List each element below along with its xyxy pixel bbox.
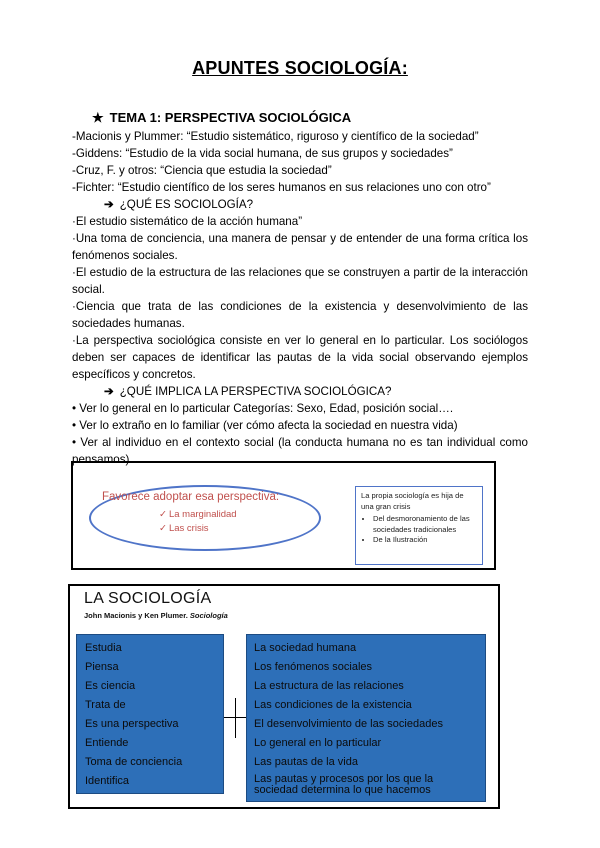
object-item: La sociedad humana <box>254 642 357 654</box>
star-icon: ★ <box>92 110 104 125</box>
object-item: Las condiciones de la existencia <box>254 699 412 711</box>
figure-book: Sociología <box>189 611 228 620</box>
crisis-note <box>355 486 483 565</box>
object-item: El desenvolvimiento de las sociedades <box>254 718 443 730</box>
section-heading-label: ¿QUÉ IMPLICA LA PERSPECTIVA SOCIOLÓGICA? <box>119 385 392 398</box>
ellipse-item <box>159 523 209 534</box>
perspectiva-figure <box>71 461 496 570</box>
verbs-box <box>76 634 224 794</box>
implica-item: • Ver lo extraño en lo familiar (ver cómo afecta la sociedad en nuestra vida) <box>72 419 458 432</box>
sociologia-figure <box>68 584 500 809</box>
object-item: Lo general en lo particular <box>254 737 382 749</box>
definicion-item: ·El estudio de la estructura de las relaciones que se construyen a partir de la interacción social. <box>72 266 528 296</box>
implica-item: • Ver lo general en lo particular Categorías: Sexo, Edad, posición social…. <box>72 402 454 415</box>
citas-list <box>72 128 528 196</box>
figure-title: LA SOCIOLOGÍA <box>84 590 212 607</box>
ellipse-title: Favorece adoptar esa perspectiva: <box>102 491 280 503</box>
cita-item: -Fichter: “Estudio científico de los seres humanos en sus relaciones uno con otro” <box>72 181 491 194</box>
definicion-item: ·Una toma de conciencia, una manera de pensar y de entender de una forma crítica los fenómenos sociales. <box>72 232 528 262</box>
verb-item: Piensa <box>85 661 119 673</box>
definicion-item: ·El estudio sistemático de la acción humana” <box>72 215 303 228</box>
tema-label: TEMA 1: PERSPECTIVA SOCIOLÓGICA <box>109 110 352 125</box>
connector-line <box>235 698 236 738</box>
figure-subtitle <box>84 611 228 620</box>
check-icon: ✓ <box>159 509 167 520</box>
check-icon: ✓ <box>159 523 167 534</box>
ellipse-item-label: La marginalidad <box>168 509 237 520</box>
definicion-item: ·La perspectiva sociológica consiste en ver lo general en lo particular. Los sociólogos deben ser capaces de identificar las pautas de la vida social observando ejemplos específicos y concretos. <box>72 334 528 381</box>
implica-item: • Ver al individuo en el contexto social (la conducta humana no es tan individual como pensamos) <box>72 436 528 466</box>
ellipse-item <box>159 509 237 520</box>
object-item: Las pautas y procesos por los que la sociedad determina lo que hacemos <box>254 773 434 796</box>
object-item: Los fenómenos sociales <box>254 661 373 673</box>
page-title: APUNTES SOCIOLOGÍA: <box>192 58 408 78</box>
verb-item: Es ciencia <box>85 680 136 692</box>
cita-item: -Macionis y Plummer: “Estudio sistemático, riguroso y científico de la sociedad” <box>72 130 479 143</box>
verb-item: Es una perspectiva <box>85 718 179 730</box>
arrow-right-icon: ➔ <box>104 385 114 398</box>
note-item: • Del desmoronamiento de las sociedades tradicionales <box>373 514 478 535</box>
cita-item: -Giddens: “Estudio de la vida social humana, de sus grupos y sociedades” <box>72 147 453 160</box>
object-item: La estructura de las relaciones <box>254 680 404 692</box>
tema-heading <box>92 110 351 126</box>
verb-item: Identifica <box>85 775 130 787</box>
note-intro: La propia sociología es hija de una gran crisis <box>361 491 464 511</box>
section-heading <box>72 383 528 400</box>
verb-item: Estudia <box>85 642 122 654</box>
object-item: Las pautas de la vida <box>254 756 358 768</box>
section-heading-label: ¿QUÉ ES SOCIOLOGÍA? <box>119 198 254 211</box>
cita-item: -Cruz, F. y otros: “Ciencia que estudia la sociedad” <box>72 164 332 177</box>
section-heading <box>72 196 528 213</box>
note-item: • De la Ilustración <box>373 535 478 546</box>
note-list <box>361 514 478 546</box>
definicion-item: ·Ciencia que trata de las condiciones de la existencia y desenvolvimiento de las sociedades humanas. <box>72 300 528 330</box>
arrow-right-icon: ➔ <box>104 198 114 211</box>
figure-authors: John Macionis y Ken Plumer. <box>84 611 188 620</box>
objects-box <box>246 634 486 802</box>
verb-item: Trata de <box>85 699 126 711</box>
section-que-es <box>72 196 528 468</box>
ellipse-item-label: Las crisis <box>168 523 209 534</box>
verb-item: Entiende <box>85 737 129 749</box>
verb-item: Toma de conciencia <box>85 756 183 768</box>
